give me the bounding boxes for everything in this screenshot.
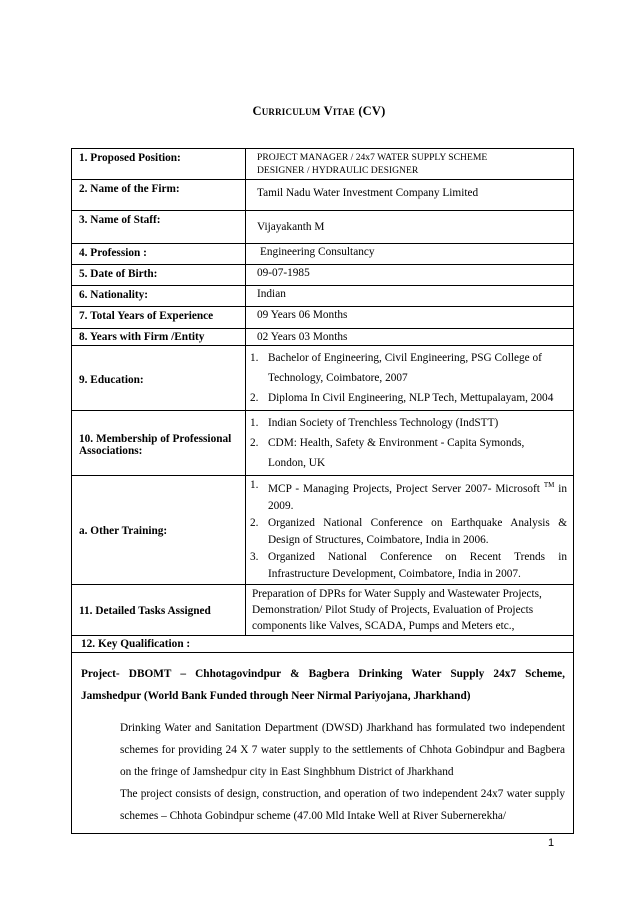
value-dob: 09-07-1985 [246, 265, 574, 286]
label-training: a. Other Training: [72, 476, 246, 585]
value-profession: Engineering Consultancy [246, 244, 574, 265]
value-training [246, 476, 574, 585]
row-education [72, 346, 574, 411]
label-firm: 2. Name of the Firm: [72, 180, 246, 211]
value-tasks: Preparation of DPRs for Water Supply and Wastewater Projects, Demonstration/ Pilot Study of Projects, Evaluation of Projects components like Valves, SCADA, Pumps and Meters etc., [246, 584, 574, 635]
project-paragraph-1: Drinking Water and Sanitation Department (DWSD) Jharkhand has formulated two independent schemes for providing 24 X 7 water supply to the settlements of Chhota Gobindpur and Bagbera on the fringe of Jamshedpur city in East Singhbhum District of Jharkhand [120, 721, 565, 778]
membership-item-1: 1. Indian Society of Trenchless Technology (IndSTT) [250, 417, 499, 429]
page-number: 1 [548, 837, 555, 849]
value-position-line1: PROJECT MANAGER / 24x7 WATER SUPPLY SCHEME [257, 152, 488, 163]
value-experience: 09 Years 06 Months [246, 307, 574, 329]
training-item-3: 3. Organized National Conference on Recent Trends in Infrastructure Development, Coimbatore, India in 2007. [250, 550, 567, 580]
value-firm-years: 02 Years 03 Months [246, 329, 574, 346]
row-firm-years [72, 329, 574, 346]
label-key-qualification: 12. Key Qualification : [72, 635, 574, 652]
label-nationality: 6. Nationality: [72, 286, 246, 307]
page-title [0, 104, 638, 119]
row-profession [72, 244, 574, 265]
row-experience [72, 307, 574, 329]
row-membership [72, 411, 574, 476]
project-paragraph-2: The project consists of design, construction, and operation of two independent 24x7 water supply schemes – Chhota Gobindpur scheme (47.00 Mld Intake Well at River Subernerekha/ [120, 787, 565, 822]
row-training [72, 476, 574, 585]
label-tasks: 11. Detailed Tasks Assigned [72, 584, 246, 635]
label-experience: 7. Total Years of Experience [72, 307, 246, 329]
label-position: 1. Proposed Position: [72, 149, 246, 180]
row-key-qualification [72, 635, 574, 652]
value-nationality: Indian [246, 286, 574, 307]
row-position [72, 149, 574, 180]
value-position [246, 149, 574, 180]
label-profession: 4. Profession : [72, 244, 246, 265]
row-staff [72, 211, 574, 244]
row-dob [72, 265, 574, 286]
education-item-1: 1. Bachelor of Engineering, Civil Engineering, PSG College of Technology, Coimbatore, 2007 [250, 352, 542, 384]
label-firm-years: 8. Years with Firm /Entity [72, 329, 246, 346]
value-staff: Vijayakanth M [246, 211, 574, 244]
row-project [72, 652, 574, 833]
education-item-2: 2. Diploma In Civil Engineering, NLP Tech, Mettupalayam, 2004 [250, 392, 554, 404]
label-membership: 10. Membership of Professional Associations: [72, 411, 246, 476]
row-firm [72, 180, 574, 211]
project-heading: Project- DBOMT – Chhotagovindpur & Bagbera Drinking Water Supply 24x7 Scheme, Jamshedpur (World Bank Funded through Neer Nirmal Pariyojana, Jharkhand) [81, 667, 565, 702]
label-education: 9. Education: [72, 346, 246, 411]
title-suffix: (CV) [358, 104, 386, 118]
training-item-2: 2. Organized National Conference on Earthquake Analysis & Design of Structures, Coimbatore, India in 2006. [250, 516, 567, 546]
value-membership [246, 411, 574, 476]
project-section [72, 652, 574, 833]
value-education [246, 346, 574, 411]
row-nationality [72, 286, 574, 307]
title-main: Curriculum Vitae [252, 104, 355, 118]
cv-table [71, 148, 574, 834]
row-tasks [72, 584, 574, 635]
membership-item-2: 2. CDM: Health, Safety & Environment - Capita Symonds, London, UK [250, 437, 525, 469]
value-position-line2: DESIGNER / HYDRAULIC DESIGNER [257, 165, 419, 176]
label-dob: 5. Date of Birth: [72, 265, 246, 286]
label-staff: 3. Name of Staff: [72, 211, 246, 244]
value-firm: Tamil Nadu Water Investment Company Limited [246, 180, 574, 211]
training-item-1: 1. MCP - Managing Projects, Project Server 2007- Microsoft ™ in 2009. [250, 479, 567, 512]
